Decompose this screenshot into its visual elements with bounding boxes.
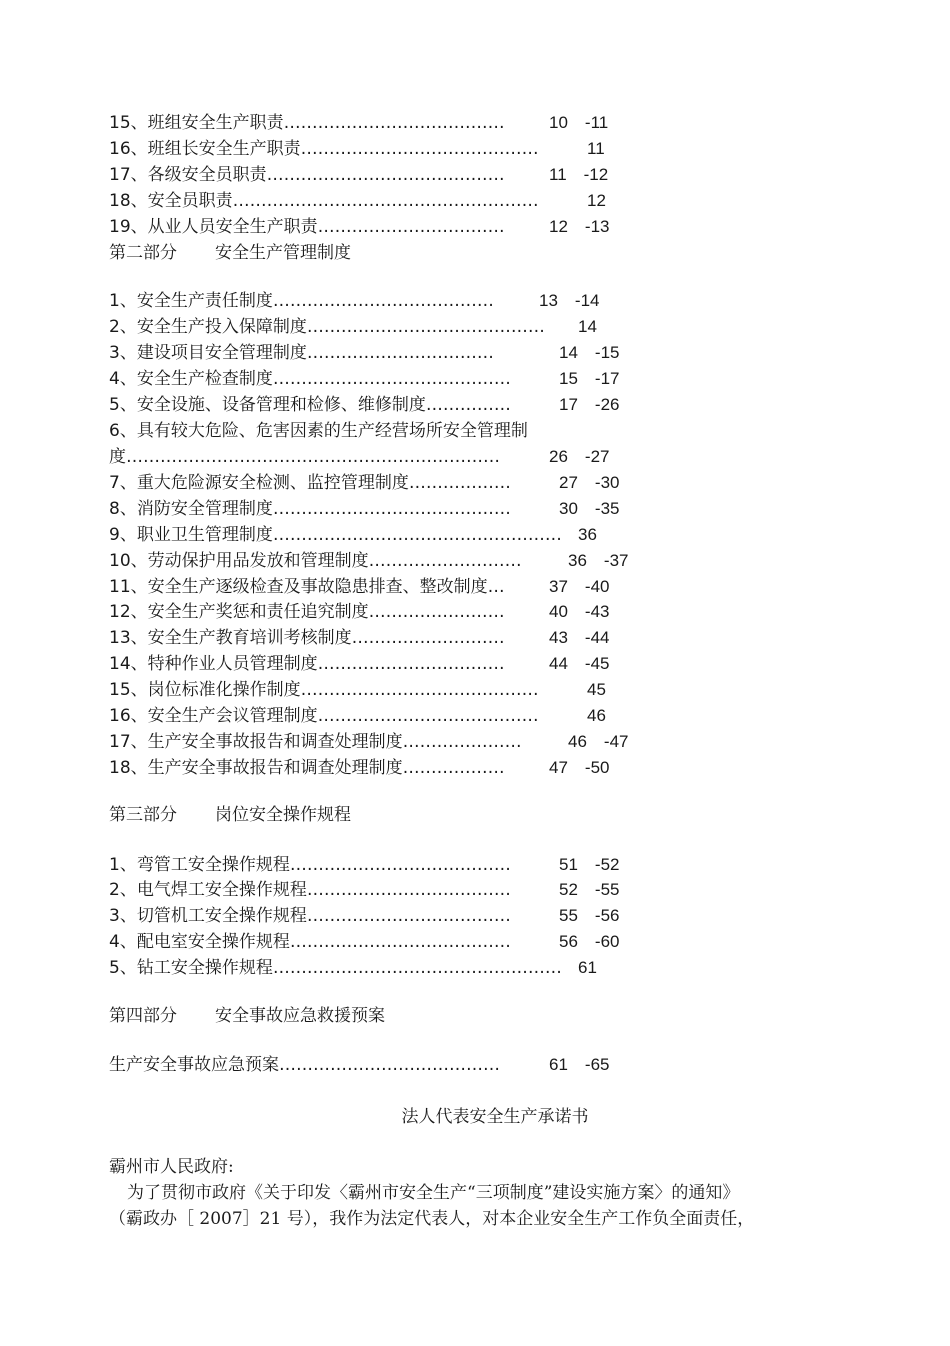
toc-entry: 19、从业人员安全生产职责…………………………… (109, 217, 505, 237)
toc-page-range: 11 (587, 139, 605, 158)
toc-entry: 3、建设项目安全管理制度…………………………… (109, 343, 494, 363)
toc-entry: 6、具有较大危险、危害因素的生产经营场所安全管理制 (109, 421, 528, 441)
toc-page-range: 61 (578, 958, 597, 977)
toc-page-range: 55 -56 (559, 906, 620, 925)
toc-entry: 16、安全生产会议管理制度………………………………… (109, 706, 539, 726)
toc-entry: 3、切管机工安全操作规程……………………………… (109, 906, 511, 926)
toc-page-range: 14 (578, 317, 597, 336)
toc-entry: 生产安全事故应急预案………………………………… (109, 1055, 500, 1075)
toc-page-range: 51 -52 (559, 855, 620, 874)
letter-paragraph-line: 为了贯彻市政府《关于印发〈霸州市安全生产“三项制度”建设实施方案〉的通知》 (127, 1183, 740, 1203)
toc-page-range: 36 -37 (568, 551, 629, 570)
toc-entry: 17、生产安全事故报告和调查处理制度………………… (109, 732, 522, 752)
section-heading-part2: 第二部分 安全生产管理制度 (109, 243, 351, 263)
letter-addressee: 霸州市人民政府: (109, 1157, 234, 1177)
toc-page-range: 52 -55 (559, 880, 620, 899)
toc-page-range: 40 -43 (549, 602, 610, 621)
toc-entry: 18、安全员职责……………………………………………… (109, 191, 539, 211)
toc-page-range: 46 -47 (568, 732, 629, 751)
toc-entry: 11、安全生产逐级检查及事故隐患排查、整改制度… (109, 577, 505, 597)
toc-page-range: 27 -30 (559, 473, 620, 492)
toc-page-range: 26 -27 (549, 447, 610, 466)
toc-entry: 9、职业卫生管理制度…………………………………………… (109, 525, 562, 545)
toc-entry: 7、重大危险源安全检测、监控管理制度……………… (109, 473, 511, 493)
toc-page-range: 47 -50 (549, 758, 610, 777)
toc-entry: 10、劳动保护用品发放和管理制度……………………… (109, 551, 522, 571)
toc-entry: 8、消防安全管理制度…………………………………… (109, 499, 511, 519)
toc-page-range: 46 (587, 706, 606, 725)
letter-paragraph-line: （霸政办［ 2007］21 号），我作为法定代表人，对本企业安全生产工作负全面责任， (109, 1209, 755, 1229)
toc-page-range: 12 -13 (549, 217, 610, 236)
toc-entry: 度………………………………………………………… (109, 447, 500, 467)
toc-page-range: 43 -44 (549, 628, 610, 647)
toc-page-range: 30 -35 (559, 499, 620, 518)
toc-entry: 12、安全生产奖惩和责任追究制度…………………… (109, 602, 505, 622)
section-heading-part3: 第三部分 岗位安全操作规程 (109, 805, 351, 825)
toc-page-range: 37 -40 (549, 577, 610, 596)
toc-entry: 1、弯管工安全操作规程………………………………… (109, 855, 511, 875)
toc-entry: 4、安全生产检查制度…………………………………… (109, 369, 511, 389)
toc-entry: 18、生产安全事故报告和调查处理制度……………… (109, 758, 505, 778)
toc-page-range: 56 -60 (559, 932, 620, 951)
toc-page-range: 45 (587, 680, 606, 699)
toc-entry: 13、安全生产教育培训考核制度……………………… (109, 628, 505, 648)
toc-entry: 4、配电室安全操作规程………………………………… (109, 932, 511, 952)
toc-page-range: 11 -12 (549, 165, 609, 184)
toc-entry: 15、班组安全生产职责………………………………… (109, 113, 505, 133)
toc-entry: 15、岗位标准化操作制度…………………………………… (109, 680, 539, 700)
toc-entry: 2、安全生产投入保障制度…………………………………… (109, 317, 545, 337)
toc-entry: 17、各级安全员职责…………………………………… (109, 165, 505, 185)
toc-page-range: 15 -17 (559, 369, 620, 388)
toc-page-range: 44 -45 (549, 654, 610, 673)
toc-entry: 5、安全设施、设备管理和检修、维修制度…………… (109, 395, 511, 415)
toc-page-range: 14 -15 (559, 343, 620, 362)
toc-page-range: 36 (578, 525, 597, 544)
toc-page-range: 12 (587, 191, 606, 210)
toc-page-range: 10 -11 (549, 113, 609, 132)
toc-page-range: 61 -65 (549, 1055, 610, 1074)
toc-entry: 14、特种作业人员管理制度…………………………… (109, 654, 505, 674)
toc-entry: 1、安全生产责任制度………………………………… (109, 291, 494, 311)
toc-entry: 16、班组长安全生产职责…………………………………… (109, 139, 539, 159)
toc-entry: 5、钻工安全操作规程…………………………………………… (109, 958, 562, 978)
toc-page-range: 17 -26 (559, 395, 620, 414)
letter-title: 法人代表安全生产承诺书 (401, 1107, 589, 1127)
toc-page-range: 13 -14 (539, 291, 600, 310)
section-heading-part4: 第四部分 安全事故应急救援预案 (109, 1006, 385, 1026)
toc-entry: 2、电气焊工安全操作规程……………………………… (109, 880, 511, 900)
